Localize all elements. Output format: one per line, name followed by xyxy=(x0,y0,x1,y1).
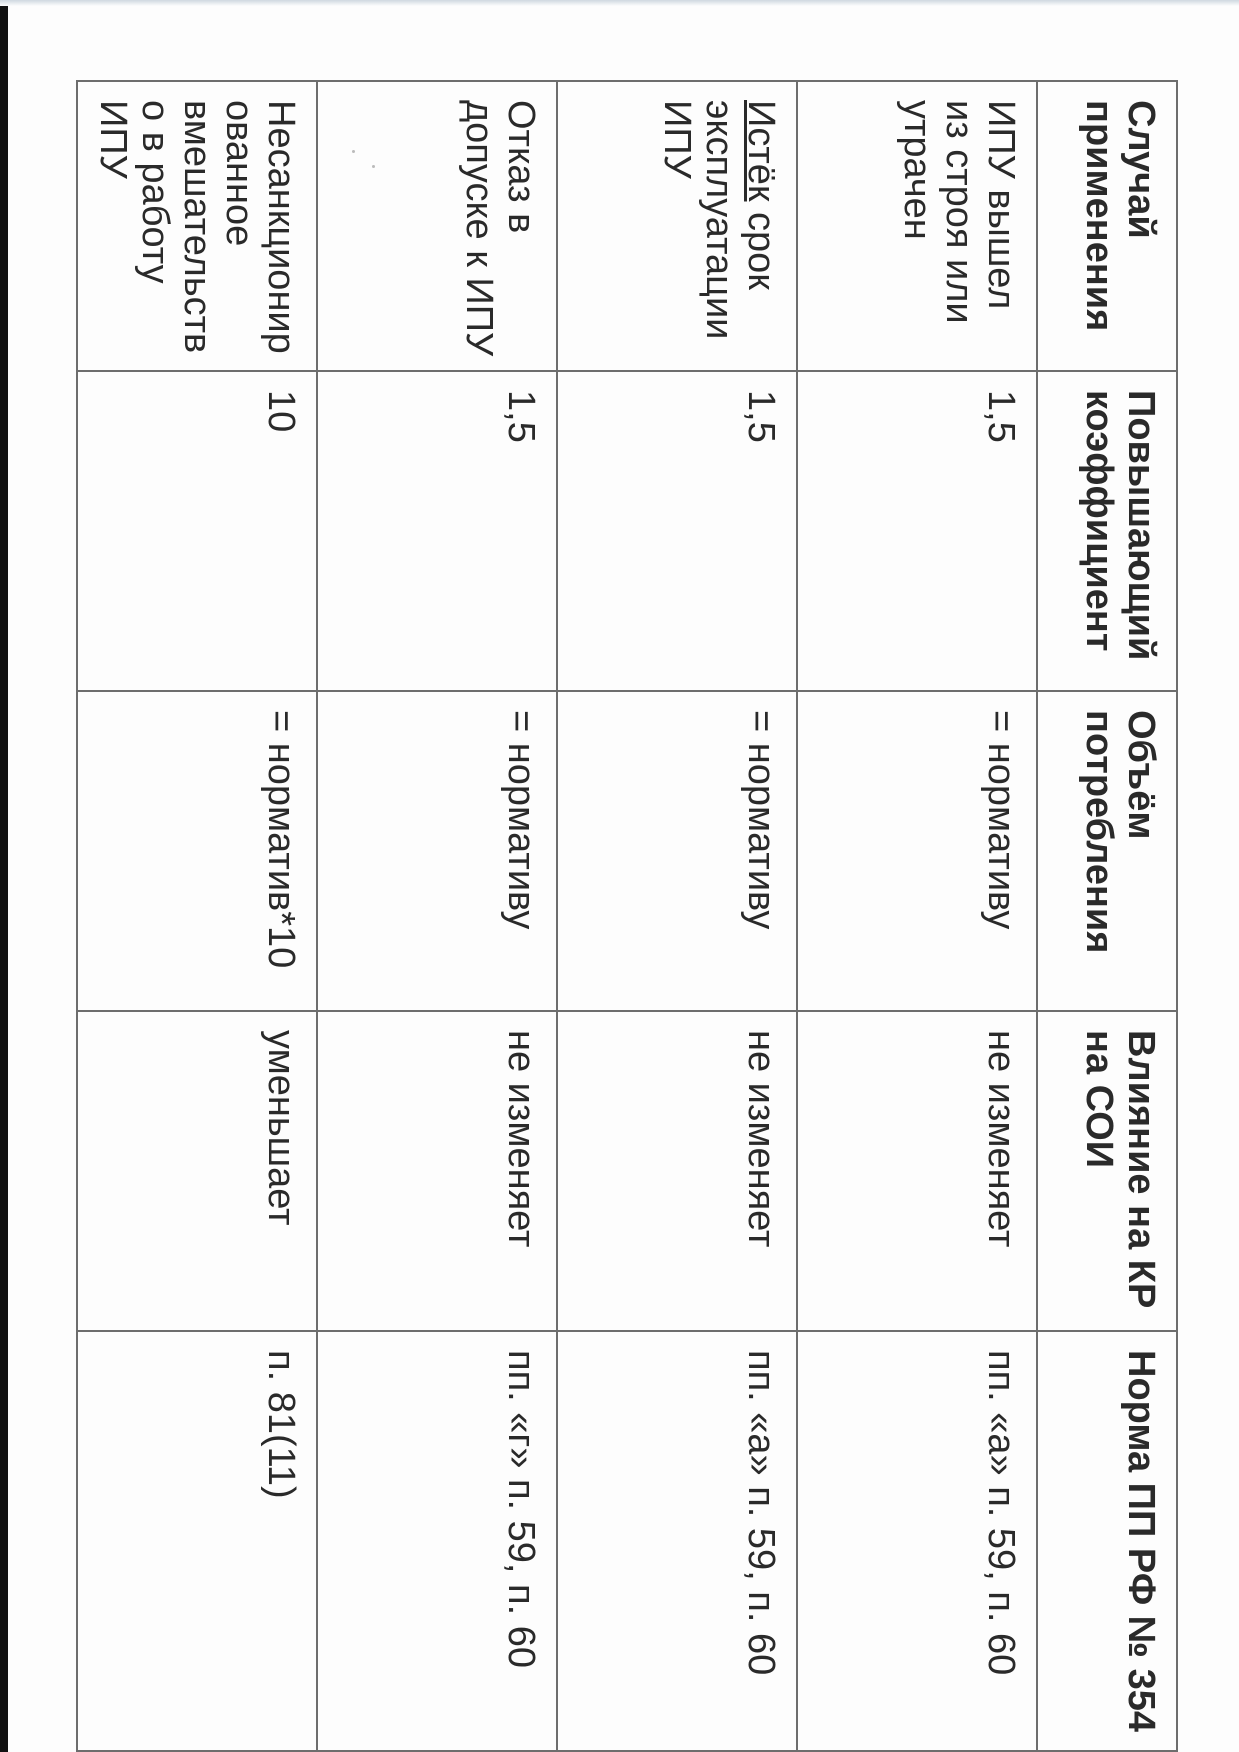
table-row xyxy=(77,81,317,1751)
scan-border-top xyxy=(0,0,1239,6)
table-row xyxy=(317,81,557,1751)
header-case: Случай применения xyxy=(1037,81,1177,371)
table-row xyxy=(557,81,797,1751)
cell-volume: = норматив*10 xyxy=(77,691,317,1011)
case-underlined-word: Истёк xyxy=(740,100,782,202)
case-rest-text: срок эксплуатации ИПУ xyxy=(656,100,782,340)
table-row xyxy=(797,81,1037,1751)
cell-volume: = нормативу xyxy=(317,691,557,1011)
cell-norm: пп. «а» п. 59, п. 60 xyxy=(557,1331,797,1751)
cell-norm: пп. «г» п. 59, п. 60 xyxy=(317,1331,557,1751)
scan-border-left xyxy=(0,0,8,1752)
cell-volume: = нормативу xyxy=(557,691,797,1011)
header-coefficient: Повышающий коэффициент xyxy=(1037,371,1177,691)
header-influence: Влияние на КР на СОИ xyxy=(1037,1011,1177,1331)
cell-norm: п. 81(11) xyxy=(77,1331,317,1751)
cell-influence: не изменяет xyxy=(317,1011,557,1331)
rotated-table-container xyxy=(78,80,1178,1750)
cell-case xyxy=(557,81,797,371)
header-volume: Объём потребления xyxy=(1037,691,1177,1011)
cell-influence: не изменяет xyxy=(557,1011,797,1331)
cell-norm: пп. «а» п. 59, п. 60 xyxy=(797,1331,1037,1751)
cell-case: Несанкционированное вмешательство в работу ИПУ xyxy=(77,81,317,371)
coefficient-table xyxy=(76,80,1178,1752)
cell-coefficient: 1,5 xyxy=(317,371,557,691)
cell-influence: уменьшает xyxy=(77,1011,317,1331)
cell-case: Отказ в допуске к ИПУ xyxy=(317,81,557,371)
cell-influence: не изменяет xyxy=(797,1011,1037,1331)
table-header-row xyxy=(1037,81,1177,1751)
cell-coefficient: 1,5 xyxy=(557,371,797,691)
header-norm: Норма ПП РФ № 354 xyxy=(1037,1331,1177,1751)
cell-coefficient: 10 xyxy=(77,371,317,691)
cell-volume: = нормативу xyxy=(797,691,1037,1011)
cell-coefficient: 1,5 xyxy=(797,371,1037,691)
cell-case: ИПУ вышел из строя или утрачен xyxy=(797,81,1037,371)
